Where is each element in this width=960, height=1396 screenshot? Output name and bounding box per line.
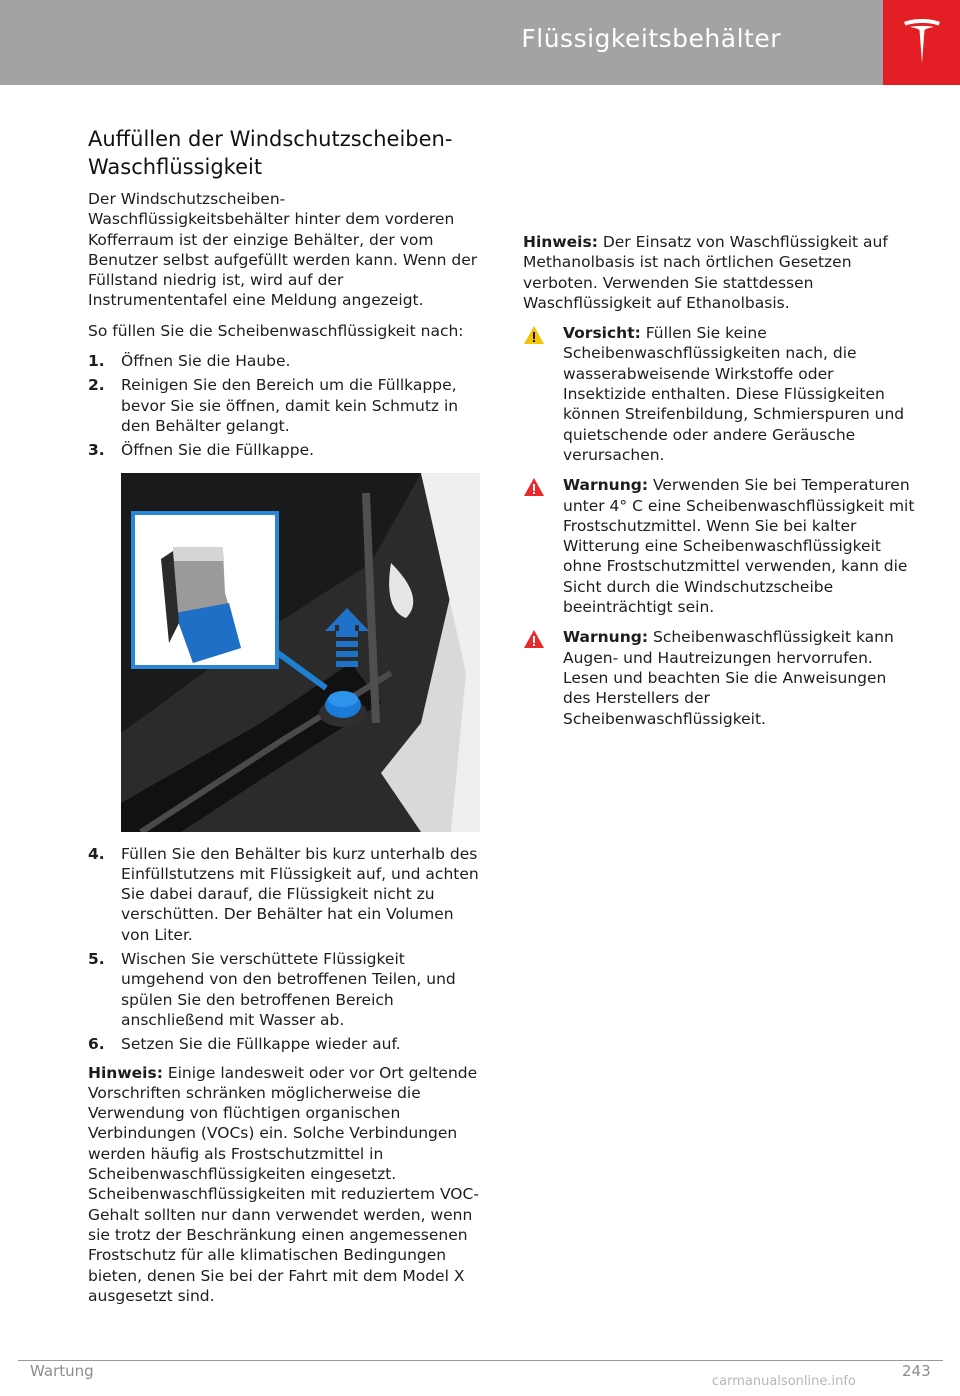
section-title bbox=[88, 125, 482, 181]
warning-label: Warnung: bbox=[563, 628, 649, 647]
reservoir-illustration bbox=[121, 473, 480, 832]
step-text: Wischen Sie verschüttete Flüssigkeit umgehend von den betroffenen Teilen, und spülen Sie den betroffenen Bereich anschließend mit Wasser ab. bbox=[121, 950, 456, 1029]
note-label: Hinweis: bbox=[523, 233, 598, 251]
tesla-logo-icon bbox=[902, 17, 942, 65]
step-list-continued bbox=[88, 844, 482, 1055]
warning-notice bbox=[523, 475, 917, 617]
warning-label: Warnung: bbox=[563, 476, 649, 495]
brand-logo bbox=[883, 0, 960, 85]
page-title: Flüssigkeitsbehälter bbox=[521, 24, 781, 53]
footer-section: Wartung bbox=[30, 1362, 94, 1380]
step-text: Füllen Sie den Behälter bis kurz unterhalb des Einfüllstutzens mit Flüssigkeit auf, und achten Sie dabei darauf, die Flüssigkeit nicht zu verschütten. Der Behälter hat ein Volumen von Liter. bbox=[121, 844, 479, 944]
footer-divider bbox=[18, 1360, 943, 1361]
step-text: Öffnen Sie die Füllkappe. bbox=[121, 441, 315, 460]
list-item bbox=[88, 1034, 482, 1054]
note-text: Der Einsatz von Waschflüssigkeit auf Methanolbasis ist nach örtlichen Gesetzen verboten. Verwenden Sie stattdessen Waschflüssigkeit auf Ethanolbasis. bbox=[523, 233, 888, 312]
warning-text bbox=[563, 475, 917, 617]
caution-triangle-icon bbox=[523, 323, 563, 465]
step-text: Reinigen Sie den Bereich um die Füllkappe, bevor Sie sie öffnen, damit kein Schmutz in den Behälter gelangt. bbox=[121, 376, 459, 435]
section-title-line2: Waschflüssigkeit bbox=[88, 155, 263, 179]
page-number: 243 bbox=[902, 1362, 931, 1380]
caution-label: Vorsicht: bbox=[563, 324, 641, 343]
list-item bbox=[88, 351, 482, 371]
step-text: Öffnen Sie die Haube. bbox=[121, 352, 291, 371]
caution-text bbox=[563, 323, 917, 465]
warning-body: Scheibenwaschflüssigkeit kann Augen- und Hautreizungen hervorrufen. Lesen und beachten Sie die Anweisungen des Herstellers der Scheibenwaschflüssigkeit. bbox=[563, 628, 894, 728]
note-text: Einige landesweit oder vor Ort geltende Vorschriften schränken möglicherweise die Verwendung von flüchtigen organischen Verbindungen (VOCs) ein. Solche Verbindungen werden häufig als Frostschutzmittel in Scheibenwaschflüssigkeiten eingesetzt. Scheibenwaschflüssigkeiten mit reduziertem VOC-Gehalt sollten nur dann verwendet werden, wenn sie trotz der Beschränkung einen angemessenen Frostschutz für alle klimatischen Bedingungen bieten, denen Sie bei der Fahrt mit dem Model X ausgesetzt sind. bbox=[88, 1063, 479, 1305]
step-number: 4. bbox=[88, 844, 105, 863]
step-number: 6. bbox=[88, 1035, 105, 1054]
step-number: 3. bbox=[88, 441, 105, 460]
right-column bbox=[523, 130, 917, 739]
step-number: 1. bbox=[88, 352, 105, 371]
warning-notice bbox=[523, 627, 917, 728]
warning-text bbox=[563, 627, 917, 728]
list-item bbox=[88, 440, 482, 460]
voc-note bbox=[88, 1063, 482, 1307]
caution-notice bbox=[523, 323, 917, 465]
watermark: carmanualsonline.info bbox=[712, 1374, 856, 1389]
intro-paragraph: Der Windschutzscheiben-Waschflüssigkeitsbehälter hinter dem vorderen Kofferraum ist der einzige Behälter, der vom Benutzer selbst aufgefüllt werden kann. Wenn der Füllstand niedrig ist, wird auf der Instrumententafel eine Meldung angezeigt. bbox=[88, 190, 478, 310]
list-item bbox=[88, 375, 482, 436]
reservoir-illustration-graphic bbox=[121, 473, 480, 832]
step-text: Setzen Sie die Füllkappe wieder auf. bbox=[121, 1035, 401, 1054]
step-number: 5. bbox=[88, 950, 105, 969]
column-continuation-spacer bbox=[523, 130, 917, 232]
list-item bbox=[88, 949, 482, 1030]
warning-triangle-icon bbox=[523, 475, 563, 617]
section-title-line1: Auffüllen der Windschutzscheiben- bbox=[88, 127, 453, 151]
header-bar bbox=[0, 0, 883, 85]
note-label: Hinweis: bbox=[88, 1063, 163, 1082]
left-column bbox=[88, 125, 482, 1316]
warning-triangle-icon bbox=[523, 627, 563, 728]
list-item bbox=[88, 844, 482, 945]
step-list bbox=[88, 351, 482, 460]
caution-body: Füllen Sie keine Scheibenwaschflüssigkeiten nach, die wasserabweisende Wirkstoffe oder Insektizide enthalten. Diese Flüssigkeiten können Streifenbildung, Schmierspuren und quietschende oder andere Geräusche verursachen. bbox=[563, 324, 905, 464]
warning-body: Verwenden Sie bei Temperaturen unter 4° C eine Scheibenwaschflüssigkeit mit Frostschutzmittel. Wenn Sie bei kalter Witterung eine Scheibenwaschflüssigkeit ohne Frostschutzmittel verwenden, kann die Sicht durch die Windschutzscheibe beeinträchtigt sein. bbox=[563, 476, 915, 617]
step-number: 2. bbox=[88, 376, 105, 395]
methanol-note bbox=[523, 232, 917, 313]
lead-paragraph: So füllen Sie die Scheibenwaschflüssigkeit nach: bbox=[88, 321, 464, 340]
